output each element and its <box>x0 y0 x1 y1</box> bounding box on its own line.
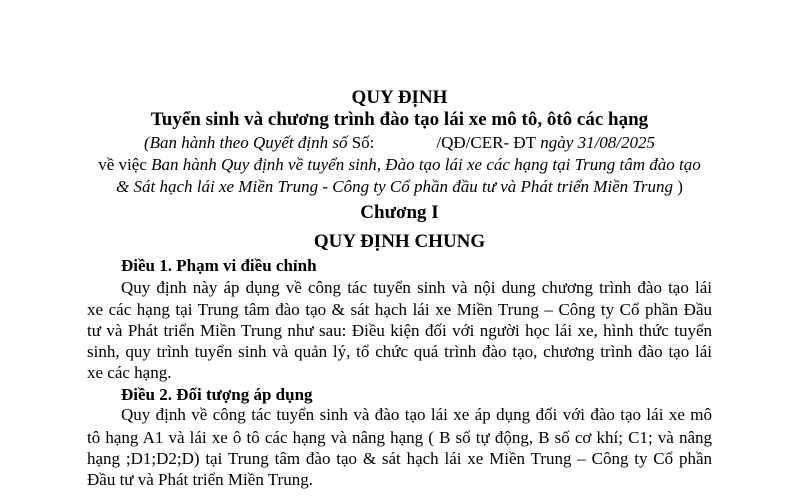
article-2-line: Đầu tư và Phát triển Miền Trung. <box>87 470 313 489</box>
issuance-line: (Ban hành theo Quyết định số Số: /QĐ/CER- ĐT ngày 31/08/2025 <box>143 133 656 152</box>
article-1-line: xe các hạng tại Trung tâm đào tạo & sát hạch lái xe Miền Trung – Công ty Cổ phần Đầu <box>87 300 712 319</box>
article-2-line: Quy định về công tác tuyển sinh và đào tạo lái xe áp dụng đối với đào tạo lái xe mô <box>121 405 712 424</box>
article-2-line: hạng ;D1;D2;D) tại Trung tâm đào tạo & sát hạch lái xe Miền Trung – Công ty Cổ phần <box>87 449 712 468</box>
article-1-line: sinh, quy trình tuyển sinh và quản lý, tổ chức quá trình đào tạo, chương trình đào tạo lái <box>87 342 712 361</box>
article-1-line: Quy định này áp dụng về công tác tuyển sinh và nội dung chương trình đào tạo lái <box>121 278 712 297</box>
regarding-line-2: & Sát hạch lái xe Miền Trung - Công ty Cổ phần đầu tư và Phát triển Miền Trung ) <box>116 177 683 196</box>
article-1-line: xe các hạng. <box>87 363 172 382</box>
article-2-heading: Điều 2. Đối tượng áp dụng <box>121 385 313 404</box>
regarding-line-1: về việc Ban hành Quy định về tuyển sinh, Đào tạo lái xe các hạng tại Trung tâm đào tạo <box>98 155 701 174</box>
article-1-heading: Điều 1. Phạm vi điều chỉnh <box>121 256 317 275</box>
article-2-line: tô hạng A1 và lái xe ô tô các hạng và nâng hạng ( B số tự động, B số cơ khí; C1; và nâng <box>87 428 712 447</box>
chapter-number: Chương I <box>360 202 439 223</box>
chapter-title: QUY ĐỊNH CHUNG <box>313 231 486 252</box>
article-1-line: tư và Phát triển Miền Trung như sau: Điều kiện đối với người học lái xe, hình thức tuyển <box>87 321 712 340</box>
document-title: QUY ĐỊNH <box>351 87 448 108</box>
document-subtitle: Tuyển sinh và chương trình đào tạo lái xe mô tô, ôtô các hạng <box>150 109 649 130</box>
